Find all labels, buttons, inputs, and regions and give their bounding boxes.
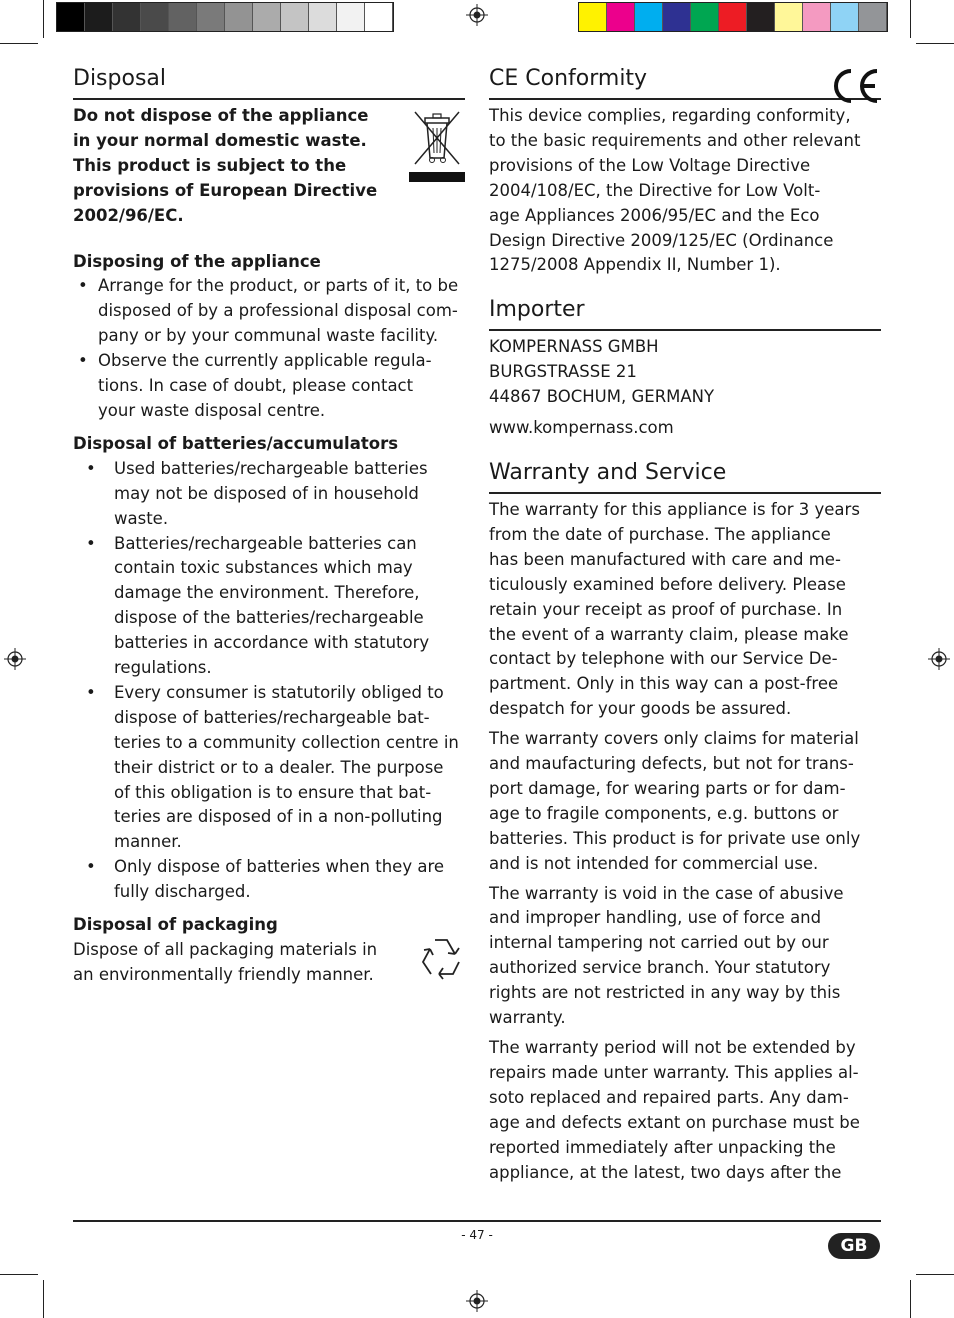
list-item-line: pany or by your communal waste facility. bbox=[98, 326, 439, 346]
list-item-line: of this obligation is to ensure that bat- bbox=[114, 782, 432, 802]
warranty-line: partment. Only in this way can a post-free bbox=[489, 674, 839, 694]
recycling-icon bbox=[417, 934, 465, 982]
color-swatch bbox=[225, 3, 253, 31]
warranty-line: and is not intended for commercial use. bbox=[489, 853, 819, 873]
color-swatch bbox=[169, 3, 197, 31]
disposal-intro-line: in your normal domestic waste. bbox=[73, 130, 367, 150]
list-item-line: • Observe the currently applicable regula- bbox=[98, 351, 432, 371]
list-item-line: teries are disposed of in a non-polluting bbox=[114, 807, 443, 827]
ce-mark-icon bbox=[829, 66, 881, 106]
packaging-text-line: Dispose of all packaging materials in bbox=[73, 940, 378, 959]
warranty-paragraph bbox=[489, 1036, 881, 1185]
list-item-line: disposed of by a professional disposal com- bbox=[98, 301, 458, 321]
disposal-title: Disposal bbox=[73, 64, 465, 100]
list-item-line: batteries in accordance with statutory bbox=[114, 633, 430, 653]
list-item bbox=[73, 457, 465, 532]
warranty-line: warranty. bbox=[489, 1008, 566, 1028]
color-swatch bbox=[663, 3, 691, 31]
list-item-line: their district or to a dealer. The purpose bbox=[114, 757, 444, 777]
warranty-line: and maufacturing defects, but not for trans- bbox=[489, 754, 854, 774]
warranty-paragraph bbox=[489, 882, 881, 1031]
page-number: - 47 - bbox=[461, 1228, 493, 1242]
crop-mark bbox=[43, 1280, 44, 1318]
color-swatch bbox=[775, 3, 803, 31]
color-swatch bbox=[309, 3, 337, 31]
gray-swatch-bar bbox=[56, 2, 394, 32]
list-item bbox=[73, 349, 465, 424]
warranty-line: The warranty is void in the case of abusive bbox=[489, 883, 844, 903]
appliance-heading: Disposing of the appliance bbox=[73, 251, 321, 271]
warranty-line: despatch for your goods be assured. bbox=[489, 699, 792, 719]
list-item-line: dispose of batteries/rechargeable bat- bbox=[114, 707, 430, 727]
warranty-paragraph bbox=[489, 727, 881, 876]
warranty-line: ticulously examined before delivery. Please bbox=[489, 574, 846, 594]
color-swatch bbox=[607, 3, 635, 31]
disposal-intro-line: 2002/96/EC. bbox=[73, 205, 184, 225]
ce-text-line: age Appliances 2006/95/EC and the Eco bbox=[489, 205, 820, 225]
ce-text-line: Design Directive 2009/125/EC (Ordinance bbox=[489, 230, 834, 250]
warranty-line: The warranty for this appliance is for 3 years bbox=[489, 499, 860, 519]
warranty-line: the event of a warranty claim, please make bbox=[489, 624, 849, 644]
color-swatch-bar bbox=[578, 2, 888, 32]
color-swatch bbox=[365, 3, 393, 31]
color-swatch bbox=[253, 3, 281, 31]
list-item bbox=[73, 681, 465, 855]
crop-mark bbox=[916, 43, 954, 44]
footer-divider bbox=[73, 1220, 881, 1222]
color-swatch bbox=[197, 3, 225, 31]
importer-title: Importer bbox=[489, 295, 881, 331]
list-item-line: fully discharged. bbox=[114, 882, 251, 902]
registration-mark-icon bbox=[4, 648, 26, 670]
ce-text-line: provisions of the Low Voltage Directive bbox=[489, 155, 811, 175]
color-swatch bbox=[141, 3, 169, 31]
warranty-line: age to fragile components, e.g. buttons or bbox=[489, 803, 839, 823]
crop-mark bbox=[916, 1274, 954, 1275]
ce-title: CE Conformity bbox=[489, 64, 881, 100]
color-swatch bbox=[831, 3, 859, 31]
warranty-line: port damage, for wearing parts or for dam- bbox=[489, 778, 846, 798]
crop-mark bbox=[0, 1274, 38, 1275]
importer-line: KOMPERNASS GMBH bbox=[489, 337, 659, 357]
warranty-line: rights are not restricted in any way by this bbox=[489, 983, 841, 1003]
list-item-line: teries to a community collection centre in bbox=[114, 732, 459, 752]
importer-line: BURGSTRASSE 21 bbox=[489, 362, 637, 382]
list-item-line: dispose of the batteries/rechargeable bbox=[114, 608, 424, 628]
ce-text-line: 2004/108/EC, the Directive for Low Volt- bbox=[489, 180, 821, 200]
color-swatch bbox=[859, 3, 887, 31]
warranty-line: The warranty period will not be extended by bbox=[489, 1038, 856, 1057]
warranty-line: internal tampering not carried out by our bbox=[489, 933, 829, 953]
warranty-line: age and defects extant on purchase must be bbox=[489, 1112, 860, 1132]
warranty-line: and improper handling, use of force and bbox=[489, 908, 822, 928]
warranty-line: contact by telephone with our Service De- bbox=[489, 649, 838, 669]
warranty-line: authorized service branch. Your statutory bbox=[489, 958, 831, 978]
registration-mark-icon bbox=[466, 4, 488, 26]
list-item bbox=[73, 274, 465, 349]
list-item-line: • Batteries/rechargeable batteries can bbox=[114, 533, 417, 553]
warranty-line: has been manufactured with care and me- bbox=[489, 549, 841, 569]
disposal-intro-line: This product is subject to the bbox=[73, 155, 347, 175]
list-item-line: your waste disposal centre. bbox=[98, 400, 326, 420]
warranty-line: from the date of purchase. The appliance bbox=[489, 524, 831, 544]
warranty-paragraph bbox=[489, 498, 881, 722]
packaging-text-line: an environmentally friendly manner. bbox=[73, 964, 374, 984]
warranty-line: retain your receipt as proof of purchase. In bbox=[489, 599, 843, 619]
list-item-line: waste. bbox=[114, 508, 169, 528]
color-swatch bbox=[803, 3, 831, 31]
list-item-line: manner. bbox=[114, 832, 182, 852]
list-item-line: tions. In case of doubt, please contact bbox=[98, 376, 414, 396]
list-item-line: may not be disposed of in household bbox=[114, 483, 419, 503]
right-column bbox=[489, 64, 881, 1185]
list-item-line: regulations. bbox=[114, 658, 212, 678]
disposal-intro-line: provisions of European Directive bbox=[73, 180, 378, 200]
importer-website-link[interactable]: www.kompernass.com bbox=[489, 418, 674, 438]
color-swatch bbox=[337, 3, 365, 31]
list-item bbox=[73, 855, 465, 905]
warranty-line: The warranty covers only claims for material bbox=[489, 729, 859, 749]
list-item-line: • Only dispose of batteries when they are bbox=[114, 857, 445, 877]
crossed-bin-icon bbox=[409, 108, 465, 184]
registration-mark-icon bbox=[928, 648, 950, 670]
packaging-heading: Disposal of packaging bbox=[73, 915, 278, 935]
list-item-line: contain toxic substances which may bbox=[114, 558, 413, 578]
color-swatch bbox=[281, 3, 309, 31]
warranty-line: appliance, at the latest, two days after the bbox=[489, 1162, 842, 1182]
color-swatch bbox=[113, 3, 141, 31]
warranty-line: soto replaced and repaired parts. Any dam- bbox=[489, 1087, 849, 1107]
crop-mark bbox=[43, 0, 44, 38]
left-column bbox=[73, 64, 465, 988]
language-badge: GB bbox=[828, 1233, 880, 1259]
ce-text-line: to the basic requirements and other relevant bbox=[489, 130, 861, 150]
list-item-line: • Arrange for the product, or parts of it, to be bbox=[98, 276, 459, 296]
disposal-intro-line: Do not dispose of the appliance bbox=[73, 106, 369, 125]
ce-text-line: This device complies, regarding conformity, bbox=[489, 106, 851, 125]
list-item bbox=[73, 532, 465, 681]
crop-mark bbox=[910, 0, 911, 38]
color-swatch bbox=[85, 3, 113, 31]
color-swatch bbox=[691, 3, 719, 31]
warranty-line: batteries. This product is for private use only bbox=[489, 828, 861, 848]
importer-line: 44867 BOCHUM, GERMANY bbox=[489, 387, 715, 407]
ce-text-line: 1275/2008 Appendix II, Number 1). bbox=[489, 255, 781, 275]
color-swatch bbox=[57, 3, 85, 31]
crop-mark bbox=[0, 43, 38, 44]
registration-mark-icon bbox=[466, 1290, 488, 1312]
warranty-line: reported immediately after unpacking the bbox=[489, 1137, 836, 1157]
color-swatch bbox=[719, 3, 747, 31]
crop-mark bbox=[910, 1280, 911, 1318]
color-swatch bbox=[579, 3, 607, 31]
list-item-line: • Every consumer is statutorily obliged to bbox=[114, 682, 444, 702]
color-swatch bbox=[635, 3, 663, 31]
list-item-line: • Used batteries/rechargeable batteries bbox=[114, 458, 428, 478]
batteries-heading: Disposal of batteries/accumulators bbox=[73, 433, 399, 453]
warranty-title: Warranty and Service bbox=[489, 458, 881, 494]
list-item-line: damage the environment. Therefore, bbox=[114, 583, 420, 603]
warranty-line: repairs made unter warranty. This applies al- bbox=[489, 1062, 859, 1082]
color-swatch bbox=[747, 3, 775, 31]
